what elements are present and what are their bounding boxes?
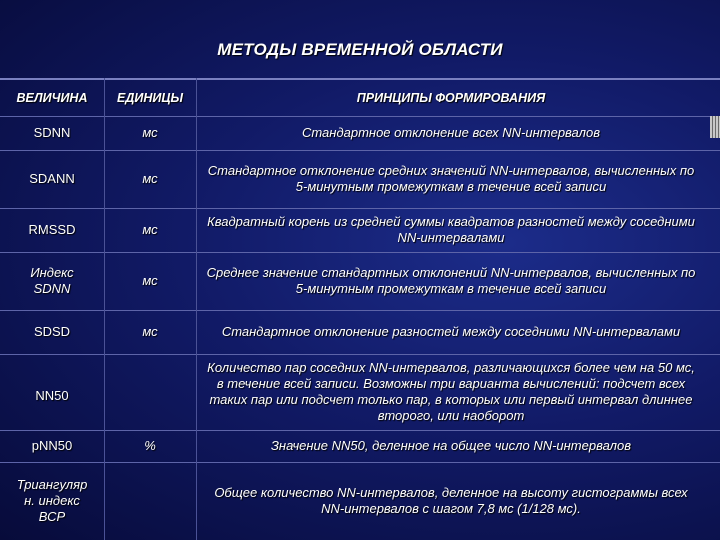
cell-units: мс <box>142 273 158 288</box>
cell-quantity: pNN50 <box>31 438 73 453</box>
cell-units: мс <box>142 171 158 186</box>
page-title: МЕТОДЫ ВРЕМЕННОЙ ОБЛАСТИ <box>217 40 503 59</box>
cell-units: мс <box>142 125 158 140</box>
cell-quantity: RMSSD <box>28 222 76 237</box>
cell-principle: Стандартное отклонение всех NN-интервалов <box>301 125 600 140</box>
header-principles: ПРИНЦИПЫ ФОРМИРОВАНИЯ <box>356 91 546 105</box>
cell-units <box>104 354 196 430</box>
cell-quantity: SDNN <box>33 125 71 140</box>
cell-quantity: SDANN <box>29 171 75 186</box>
cell-units: % <box>144 438 156 453</box>
cell-units <box>104 462 196 540</box>
cell-units: мс <box>142 222 158 237</box>
cell-units: мс <box>142 324 158 339</box>
cell-principle: Общее количество NN-интервалов, деленное на высоту гистограммы всех NN-интервалов с шагом 7,8 мс (1/128 мс). <box>214 485 688 516</box>
cell-principle: Квадратный корень из средней суммы квадратов разностей между соседними NN-интервалами <box>207 214 695 245</box>
header-units: ЕДИНИЦЫ <box>117 91 183 105</box>
cell-quantity: SDSD <box>33 324 71 339</box>
cell-principle: Значение NN50, деленное на общее число NN-интервалов <box>270 438 632 453</box>
cell-principle: Количество пар соседних NN-интервалов, различающихся более чем на 50 мс, в течение всей записи. Возможны три варианта вычислений: подсчет всех таких пар или подсчет только пар, в которых или первый интервал длиннее второго, или наоборот <box>207 360 695 423</box>
cell-quantity: NN50 <box>35 388 69 403</box>
cell-principle: Стандартное отклонение разностей между соседними NN-интервалами <box>221 324 681 339</box>
cell-quantity: Индекс SDNN <box>30 265 74 296</box>
cell-principle: Среднее значение стандартных отклонений NN-интервалов, вычисленных по 5-минутным промежуткам в течение всей записи <box>206 265 696 296</box>
header-quantity: ВЕЛИЧИНА <box>16 91 88 105</box>
cell-quantity: Триангуляр н. индекс ВСР <box>16 477 88 524</box>
cell-principle: Стандартное отклонение средних значений NN-интервалов, вычисленных по 5-минутным промежуткам в течение всей записи <box>207 163 695 194</box>
